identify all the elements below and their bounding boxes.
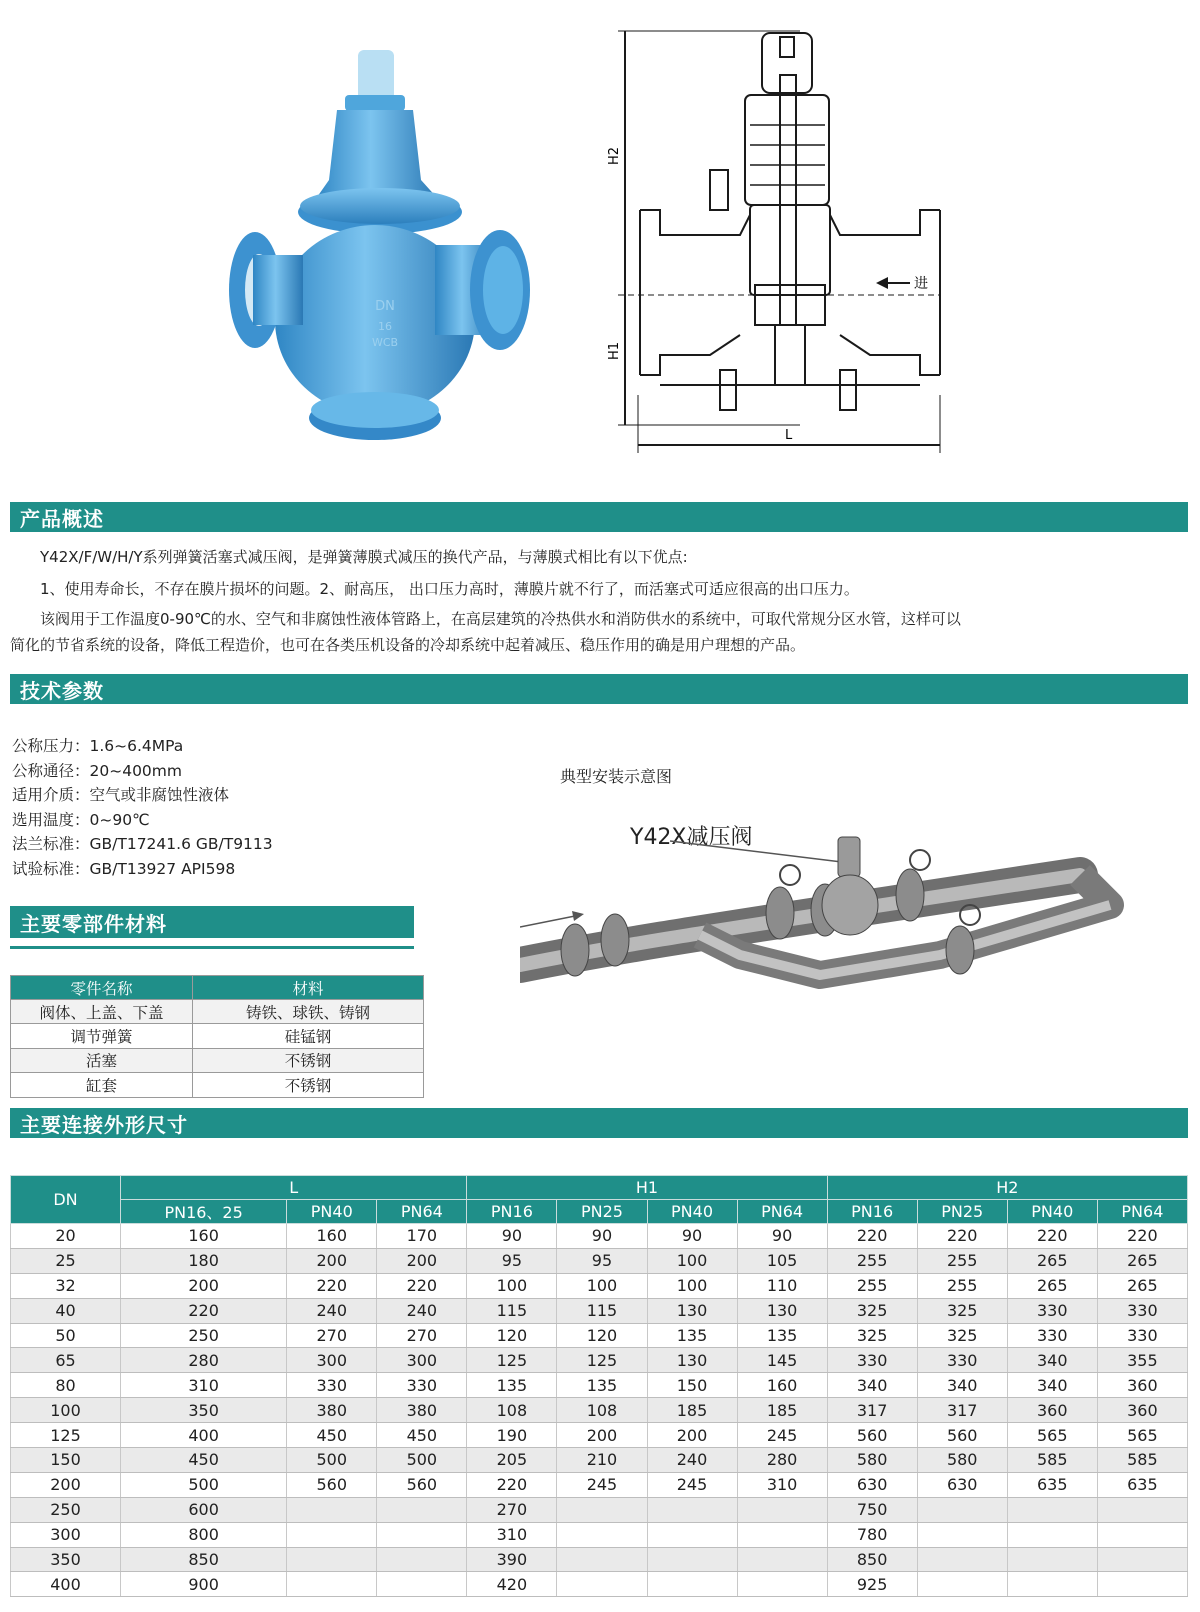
dims-cell: 200 — [647, 1423, 737, 1448]
dims-cell: 925 — [827, 1572, 917, 1597]
table-row — [11, 1323, 1188, 1348]
dims-cell: 380 — [377, 1398, 467, 1423]
table-row — [11, 1273, 1188, 1298]
dims-cell: 500 — [377, 1448, 467, 1473]
dims-cell: 145 — [737, 1348, 827, 1373]
dims-cell — [737, 1572, 827, 1597]
dims-cell: 125 — [557, 1348, 647, 1373]
dims-cell: 100 — [647, 1248, 737, 1273]
dims-cell — [917, 1572, 1007, 1597]
dims-cell: 90 — [737, 1224, 827, 1249]
section-header-parts: 主要零部件材料 — [10, 906, 414, 938]
dims-cell: 108 — [467, 1398, 557, 1423]
dims-cell: 330 — [917, 1348, 1007, 1373]
dims-group-l: L — [121, 1176, 467, 1200]
dims-cell-dn: 150 — [11, 1448, 121, 1473]
dims-subheader: PN40 — [1007, 1200, 1097, 1224]
dims-cell — [737, 1497, 827, 1522]
dims-cell: 500 — [121, 1472, 287, 1497]
dims-cell: 210 — [557, 1448, 647, 1473]
dims-cell — [377, 1572, 467, 1597]
table-row — [11, 1572, 1188, 1597]
dims-cell-dn: 25 — [11, 1248, 121, 1273]
dims-cell: 635 — [1097, 1472, 1187, 1497]
dims-cell: 100 — [647, 1273, 737, 1298]
dims-cell: 330 — [1097, 1298, 1187, 1323]
dims-cell: 560 — [917, 1423, 1007, 1448]
dims-col-dn: DN — [11, 1176, 121, 1224]
dims-cell — [647, 1497, 737, 1522]
dims-cell-dn: 20 — [11, 1224, 121, 1249]
table-row — [11, 1522, 1188, 1547]
dims-subheader: PN64 — [1097, 1200, 1187, 1224]
dims-cell: 310 — [121, 1373, 287, 1398]
overview-paragraph-3b: 简化的节省系统的设备，降低工程造价，也可在各类压机设备的冷却系统中起着减压、稳压作用的确是用户理想的产品。 — [10, 636, 806, 654]
dims-cell — [1007, 1522, 1097, 1547]
dims-cell: 265 — [1097, 1273, 1187, 1298]
dims-cell: 95 — [557, 1248, 647, 1273]
dims-cell — [557, 1547, 647, 1572]
dims-cell: 340 — [1007, 1348, 1097, 1373]
table-row — [11, 1423, 1188, 1448]
table-row — [11, 1073, 424, 1097]
part-material: 硅锰钢 — [193, 1024, 424, 1048]
dims-cell: 330 — [1097, 1323, 1187, 1348]
dims-cell: 317 — [827, 1398, 917, 1423]
dims-cell: 450 — [377, 1423, 467, 1448]
dims-cell: 580 — [917, 1448, 1007, 1473]
section-header-dimensions: 主要连接外形尺寸 — [10, 1108, 1188, 1138]
dims-cell-dn: 50 — [11, 1323, 121, 1348]
dims-cell — [1097, 1497, 1187, 1522]
dims-cell: 850 — [827, 1547, 917, 1572]
dims-cell: 120 — [467, 1323, 557, 1348]
dims-cell: 280 — [737, 1448, 827, 1473]
dims-cell: 850 — [121, 1547, 287, 1572]
dims-cell: 630 — [917, 1472, 1007, 1497]
dims-cell: 220 — [121, 1298, 287, 1323]
dims-cell: 265 — [1097, 1248, 1187, 1273]
dims-cell: 780 — [827, 1522, 917, 1547]
dims-cell-dn: 200 — [11, 1472, 121, 1497]
technical-drawing — [600, 25, 960, 465]
dims-cell-dn: 400 — [11, 1572, 121, 1597]
dims-cell: 220 — [377, 1273, 467, 1298]
dims-cell — [287, 1497, 377, 1522]
dims-cell: 110 — [737, 1273, 827, 1298]
drawing-label-h2: H2 — [607, 146, 622, 165]
table-row — [11, 1497, 1188, 1522]
dims-cell-dn: 32 — [11, 1273, 121, 1298]
part-name: 调节弹簧 — [11, 1024, 193, 1048]
dims-cell: 220 — [287, 1273, 377, 1298]
section-header-overview: 产品概述 — [10, 502, 1188, 532]
dims-cell: 90 — [557, 1224, 647, 1249]
dims-cell-dn: 65 — [11, 1348, 121, 1373]
dims-cell: 125 — [467, 1348, 557, 1373]
part-name: 缸套 — [11, 1073, 193, 1097]
valve-photo — [225, 40, 545, 460]
table-row — [11, 1373, 1188, 1398]
dims-cell: 170 — [377, 1224, 467, 1249]
dims-cell: 105 — [737, 1248, 827, 1273]
installation-diagram — [520, 835, 1140, 1015]
spec-medium: 适用介质：空气或非腐蚀性液体 — [12, 786, 230, 804]
table-row — [11, 1472, 1188, 1497]
install-valve-label: Y42X减压阀 — [630, 825, 753, 850]
dims-cell: 560 — [827, 1423, 917, 1448]
dims-cell: 255 — [917, 1248, 1007, 1273]
dims-cell: 270 — [467, 1497, 557, 1522]
table-row — [11, 1348, 1188, 1373]
dims-cell — [647, 1547, 737, 1572]
dims-cell: 580 — [827, 1448, 917, 1473]
dims-cell: 130 — [737, 1298, 827, 1323]
parts-col-name: 零件名称 — [11, 976, 193, 1000]
table-row — [11, 1448, 1188, 1473]
dims-cell: 220 — [1097, 1224, 1187, 1249]
dims-cell — [737, 1522, 827, 1547]
dims-subheader: PN25 — [557, 1200, 647, 1224]
dims-cell: 200 — [377, 1248, 467, 1273]
spec-temperature: 选用温度：0~90℃ — [12, 810, 150, 829]
dims-cell: 270 — [287, 1323, 377, 1348]
table-row — [11, 1024, 424, 1048]
dims-cell: 600 — [121, 1497, 287, 1522]
dims-cell: 560 — [377, 1472, 467, 1497]
dims-cell: 325 — [827, 1298, 917, 1323]
dims-cell: 420 — [467, 1572, 557, 1597]
dims-cell-dn: 250 — [11, 1497, 121, 1522]
dims-cell: 380 — [287, 1398, 377, 1423]
table-row — [11, 1398, 1188, 1423]
dims-cell: 330 — [287, 1373, 377, 1398]
dims-cell: 185 — [737, 1398, 827, 1423]
dims-cell: 220 — [467, 1472, 557, 1497]
dims-cell: 325 — [917, 1323, 1007, 1348]
table-row — [11, 1224, 1188, 1249]
part-material: 铸铁、球铁、铸钢 — [193, 1000, 424, 1024]
dims-cell — [1097, 1547, 1187, 1572]
dims-cell: 255 — [917, 1273, 1007, 1298]
dims-cell-dn: 100 — [11, 1398, 121, 1423]
dims-cell: 130 — [647, 1348, 737, 1373]
dims-cell — [287, 1547, 377, 1572]
dims-cell: 750 — [827, 1497, 917, 1522]
dims-cell: 255 — [827, 1273, 917, 1298]
dims-cell: 325 — [827, 1323, 917, 1348]
parts-col-material: 材料 — [193, 976, 424, 1000]
spec-list — [12, 734, 273, 881]
parts-table — [10, 975, 424, 1098]
spec-flange-standard: 法兰标准：GB/T17241.6 GB/T9113 — [12, 835, 273, 853]
svg-text:WCB: WCB — [371, 336, 399, 349]
dims-cell — [287, 1522, 377, 1547]
drawing-label-inlet: 进 — [914, 276, 928, 292]
dims-cell — [647, 1572, 737, 1597]
dims-subheader: PN25 — [917, 1200, 1007, 1224]
part-material: 不锈钢 — [193, 1048, 424, 1072]
part-material: 不锈钢 — [193, 1073, 424, 1097]
dims-cell: 200 — [287, 1248, 377, 1273]
dims-cell: 90 — [647, 1224, 737, 1249]
dims-cell — [1097, 1572, 1187, 1597]
dims-cell — [1007, 1497, 1097, 1522]
dims-cell: 330 — [377, 1373, 467, 1398]
svg-text:DN: DN — [375, 299, 395, 314]
dims-cell: 330 — [1007, 1323, 1097, 1348]
spec-diameter: 公称通径：20~400mm — [12, 761, 182, 780]
dims-cell: 130 — [647, 1298, 737, 1323]
drawing-label-l: L — [785, 428, 793, 443]
table-row — [11, 1048, 424, 1072]
dims-cell: 150 — [647, 1373, 737, 1398]
drawing-label-h1: H1 — [607, 341, 622, 360]
dims-cell: 500 — [287, 1448, 377, 1473]
dims-cell: 240 — [377, 1298, 467, 1323]
dims-subheader: PN16、25 — [121, 1200, 287, 1224]
install-diagram-title: 典型安装示意图 — [560, 767, 673, 786]
dims-cell: 400 — [121, 1423, 287, 1448]
table-row — [11, 1547, 1188, 1572]
dims-subheader: PN40 — [647, 1200, 737, 1224]
dims-cell-dn: 40 — [11, 1298, 121, 1323]
dims-cell — [647, 1522, 737, 1547]
dims-subheader: PN40 — [287, 1200, 377, 1224]
dims-group-h1: H1 — [467, 1176, 827, 1200]
dims-cell: 585 — [1097, 1448, 1187, 1473]
dims-cell: 900 — [121, 1572, 287, 1597]
dimensions-table — [10, 1175, 1188, 1597]
overview-paragraph-3a: 该阀用于工作温度0-90℃的水、空气和非腐蚀性液体管路上，在高层建筑的冷热供水和消防供水的系统中，可取代常规分区水管，这样可以 — [40, 610, 961, 628]
dims-cell: 220 — [827, 1224, 917, 1249]
dims-cell: 350 — [121, 1398, 287, 1423]
dims-cell — [377, 1497, 467, 1522]
dims-cell: 265 — [1007, 1248, 1097, 1273]
svg-text:16: 16 — [378, 320, 392, 333]
table-row — [11, 1000, 424, 1024]
dims-cell: 450 — [287, 1423, 377, 1448]
dims-cell — [917, 1522, 1007, 1547]
dims-cell: 245 — [737, 1423, 827, 1448]
dims-cell: 585 — [1007, 1448, 1097, 1473]
dims-cell: 190 — [467, 1423, 557, 1448]
dims-cell: 240 — [287, 1298, 377, 1323]
dims-cell: 630 — [827, 1472, 917, 1497]
dims-cell: 115 — [467, 1298, 557, 1323]
overview-paragraph-2: 1、使用寿命长，不存在膜片损坏的问题。2、耐高压， 出口压力高时，薄膜片就不行了，而活塞式可适应很高的出口压力。 — [40, 580, 859, 598]
dims-cell: 300 — [377, 1348, 467, 1373]
dims-cell: 310 — [737, 1472, 827, 1497]
dims-cell-dn: 80 — [11, 1373, 121, 1398]
dims-cell: 635 — [1007, 1472, 1097, 1497]
dims-cell — [917, 1547, 1007, 1572]
dims-cell: 355 — [1097, 1348, 1187, 1373]
dims-cell: 565 — [1097, 1423, 1187, 1448]
spec-test-standard: 试验标准：GB/T13927 API598 — [12, 859, 236, 878]
dims-cell: 565 — [1007, 1423, 1097, 1448]
dims-cell: 560 — [287, 1472, 377, 1497]
dims-cell — [557, 1572, 647, 1597]
dims-cell: 390 — [467, 1547, 557, 1572]
dims-cell: 220 — [1007, 1224, 1097, 1249]
dims-cell: 115 — [557, 1298, 647, 1323]
dims-cell: 108 — [557, 1398, 647, 1423]
dims-cell: 160 — [737, 1373, 827, 1398]
dims-cell: 100 — [467, 1273, 557, 1298]
dims-cell — [557, 1522, 647, 1547]
dims-cell: 160 — [121, 1224, 287, 1249]
dims-group-h2: H2 — [827, 1176, 1187, 1200]
dims-cell: 360 — [1097, 1373, 1187, 1398]
dims-cell: 340 — [827, 1373, 917, 1398]
dims-cell: 100 — [557, 1273, 647, 1298]
dims-cell: 90 — [467, 1224, 557, 1249]
dims-subheader: PN16 — [827, 1200, 917, 1224]
dims-cell: 185 — [647, 1398, 737, 1423]
dims-cell: 330 — [1007, 1298, 1097, 1323]
dims-cell: 300 — [287, 1348, 377, 1373]
table-row — [11, 1248, 1188, 1273]
dims-cell: 340 — [1007, 1373, 1097, 1398]
dims-subheader: PN16 — [467, 1200, 557, 1224]
dims-cell: 270 — [377, 1323, 467, 1348]
dims-cell: 95 — [467, 1248, 557, 1273]
dims-cell: 135 — [467, 1373, 557, 1398]
dims-cell: 240 — [647, 1448, 737, 1473]
dims-cell — [287, 1572, 377, 1597]
dims-cell: 160 — [287, 1224, 377, 1249]
dims-cell-dn: 300 — [11, 1522, 121, 1547]
dims-cell — [1007, 1547, 1097, 1572]
dims-cell: 325 — [917, 1298, 1007, 1323]
dims-cell — [1007, 1572, 1097, 1597]
dims-cell — [917, 1497, 1007, 1522]
dims-cell: 450 — [121, 1448, 287, 1473]
dims-cell: 220 — [917, 1224, 1007, 1249]
dims-cell: 280 — [121, 1348, 287, 1373]
dims-cell: 255 — [827, 1248, 917, 1273]
table-row — [11, 1298, 1188, 1323]
dims-cell: 360 — [1007, 1398, 1097, 1423]
dims-cell — [557, 1497, 647, 1522]
dims-cell — [377, 1522, 467, 1547]
dims-cell: 135 — [647, 1323, 737, 1348]
dims-cell: 317 — [917, 1398, 1007, 1423]
dims-cell: 340 — [917, 1373, 1007, 1398]
dims-cell: 120 — [557, 1323, 647, 1348]
dims-cell: 265 — [1007, 1273, 1097, 1298]
dims-cell: 800 — [121, 1522, 287, 1547]
dims-subheader: PN64 — [737, 1200, 827, 1224]
dims-cell: 250 — [121, 1323, 287, 1348]
part-name: 阀体、上盖、下盖 — [11, 1000, 193, 1024]
overview-paragraph-1: Y42X/F/W/H/Y系列弹簧活塞式减压阀，是弹簧薄膜式减压的换代产品，与薄膜式相比有以下优点: — [40, 548, 688, 566]
dims-cell: 360 — [1097, 1398, 1187, 1423]
parts-header-rule — [10, 946, 414, 949]
dims-cell: 135 — [737, 1323, 827, 1348]
dims-cell-dn: 125 — [11, 1423, 121, 1448]
dims-cell: 135 — [557, 1373, 647, 1398]
dims-subheader: PN64 — [377, 1200, 467, 1224]
dims-cell: 205 — [467, 1448, 557, 1473]
dims-cell: 330 — [827, 1348, 917, 1373]
dims-cell: 200 — [557, 1423, 647, 1448]
spec-pressure: 公称压力：1.6~6.4MPa — [12, 737, 184, 755]
dims-cell — [377, 1547, 467, 1572]
dims-cell: 245 — [557, 1472, 647, 1497]
part-name: 活塞 — [11, 1048, 193, 1072]
dims-cell — [1097, 1522, 1187, 1547]
section-header-tech: 技术参数 — [10, 674, 1188, 704]
dims-cell — [737, 1547, 827, 1572]
dims-cell: 200 — [121, 1273, 287, 1298]
dims-cell-dn: 350 — [11, 1547, 121, 1572]
dims-cell: 245 — [647, 1472, 737, 1497]
dims-cell: 310 — [467, 1522, 557, 1547]
dims-cell: 180 — [121, 1248, 287, 1273]
